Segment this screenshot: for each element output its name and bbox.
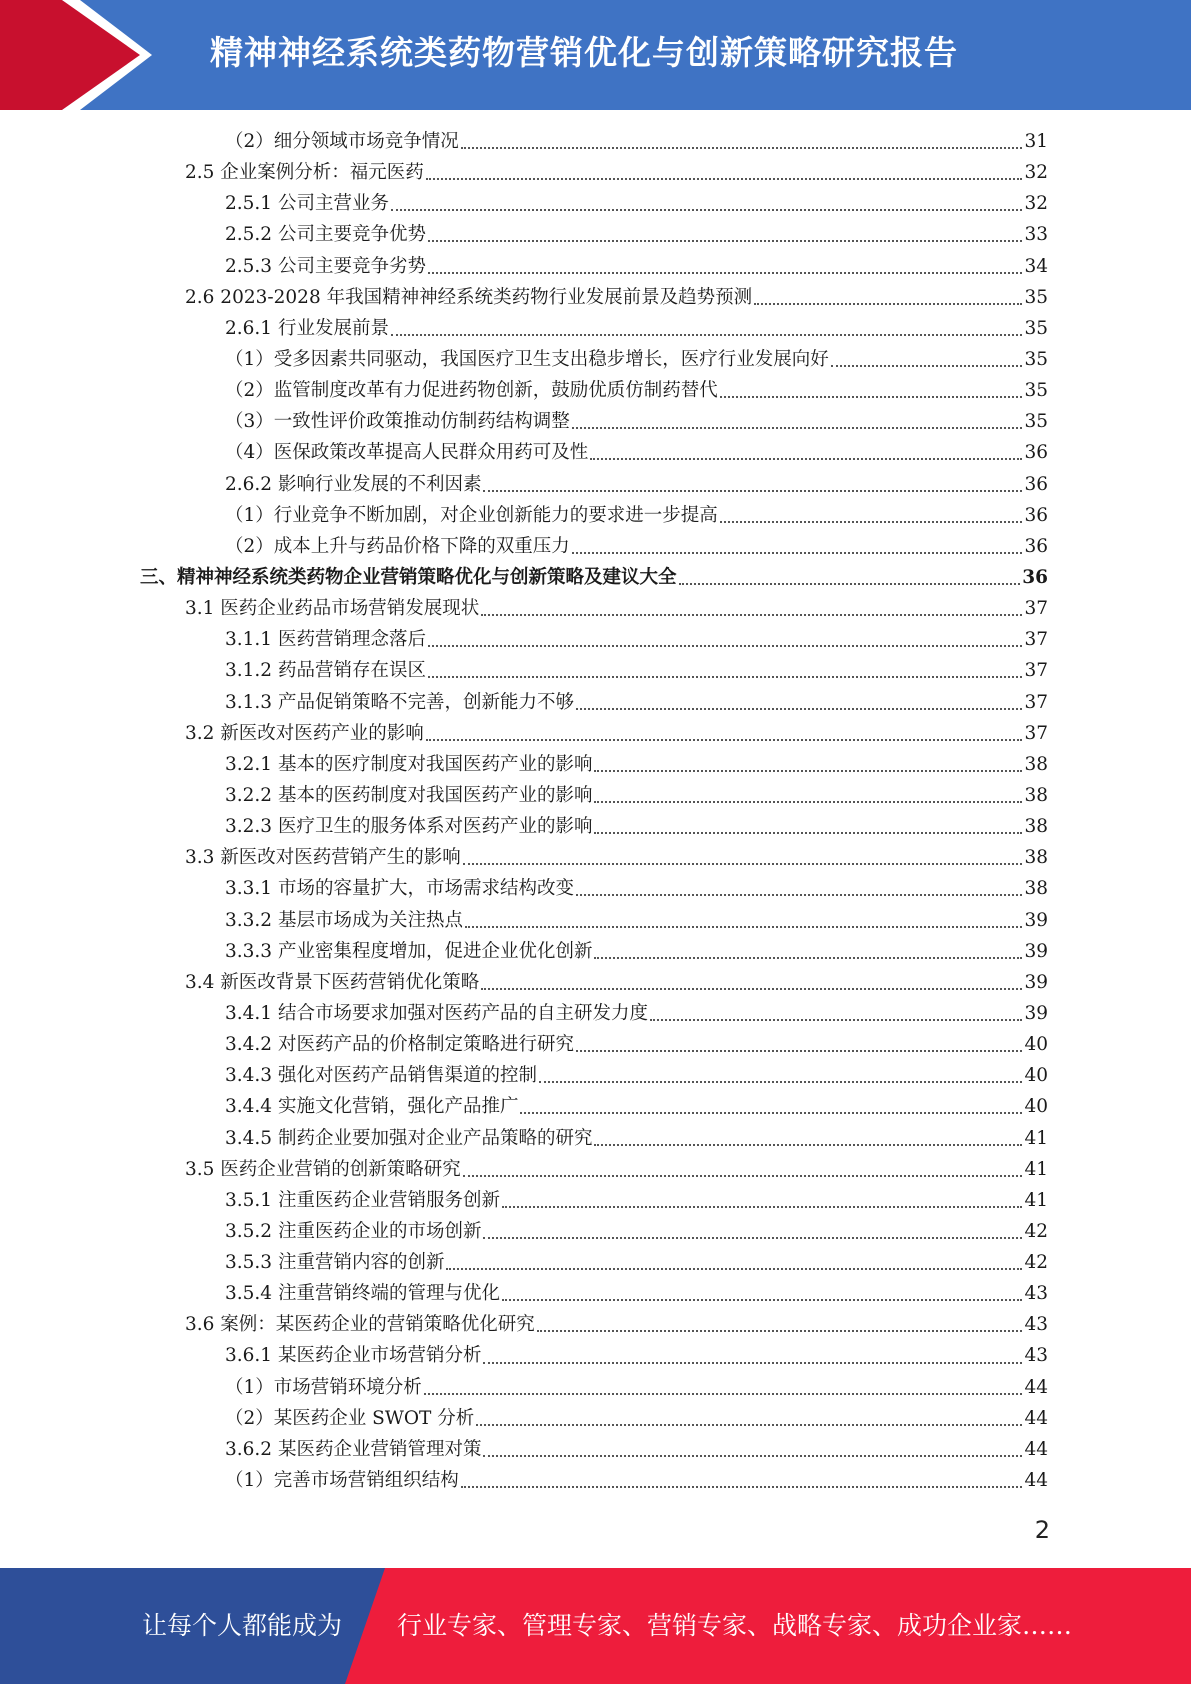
- toc-entry[interactable]: [140, 1434, 1048, 1465]
- toc-dot-leader: [502, 1298, 1022, 1301]
- header-red-arrow: [0, 0, 150, 110]
- toc-entry[interactable]: [140, 1372, 1048, 1403]
- toc-entry-title: 3.1 医药企业药品市场营销发展现状: [185, 598, 480, 620]
- toc-entry[interactable]: [140, 624, 1048, 655]
- table-of-contents: [140, 126, 1048, 1496]
- toc-entry-title: 3.6.1 某医药企业市场营销分析: [225, 1345, 482, 1367]
- toc-entry-page: 35: [1024, 286, 1048, 308]
- toc-entry-page: 44: [1024, 1376, 1048, 1398]
- toc-dot-leader: [520, 1111, 1022, 1114]
- toc-entry-title: （2）细分领域市场竞争情况: [225, 131, 459, 152]
- toc-entry-page: 39: [1024, 971, 1048, 993]
- toc-entry-title: 3.3.2 基层市场成为关注热点: [225, 909, 463, 931]
- toc-entry-page: 42: [1024, 1220, 1048, 1242]
- toc-dot-leader: [594, 1143, 1022, 1146]
- toc-dot-leader: [463, 862, 1023, 865]
- toc-entry[interactable]: [140, 500, 1048, 531]
- toc-entry[interactable]: [140, 313, 1048, 344]
- toc-dot-leader: [483, 1454, 1022, 1457]
- toc-entry-title: 3.2.3 医疗卫生的服务体系对医药产业的影响: [225, 816, 593, 838]
- toc-entry-page: 44: [1024, 1407, 1048, 1429]
- toc-entry-title: 3.1.1 医药营销理念落后: [225, 629, 426, 651]
- toc-dot-leader: [461, 1485, 1023, 1488]
- toc-dot-leader: [539, 1080, 1022, 1083]
- toc-entry-page: 31: [1024, 131, 1048, 152]
- toc-entry[interactable]: [140, 375, 1048, 406]
- toc-entry-page: 41: [1024, 1189, 1048, 1211]
- toc-entry-title: 3.4.1 结合市场要求加强对医药产品的自主研发力度: [225, 1002, 648, 1024]
- toc-entry-page: 40: [1024, 1065, 1048, 1087]
- toc-entry[interactable]: [140, 811, 1048, 842]
- toc-entry-page: 36: [1024, 442, 1048, 464]
- toc-entry-title: 2.5.3 公司主要竞争劣势: [225, 255, 426, 277]
- toc-entry-page: 39: [1024, 1002, 1048, 1024]
- toc-entry[interactable]: [140, 873, 1048, 904]
- report-title: 精神神经系统类药物营销优化与创新策略研究报告: [210, 33, 958, 72]
- toc-entry-title: 3.6.2 某医药企业营销管理对策: [225, 1438, 482, 1460]
- toc-entry[interactable]: [140, 1029, 1048, 1060]
- toc-entry-title: 3.1.3 产品促销策略不完善，创新能力不够: [225, 691, 574, 713]
- toc-entry-title: （4）医保政策改革提高人民群众用药可及性: [225, 442, 589, 464]
- footer-slogan: 让每个人都能成为: [142, 1611, 343, 1640]
- toc-entry-page: 40: [1024, 1096, 1048, 1118]
- toc-entry-title: 3.4.3 强化对医药产品销售渠道的控制: [225, 1065, 537, 1087]
- toc-dot-leader: [483, 1361, 1022, 1364]
- toc-entry[interactable]: [140, 282, 1048, 313]
- toc-entry[interactable]: [140, 469, 1048, 500]
- toc-entry-title: 3.3.1 市场的容量扩大，市场需求结构改变: [225, 878, 574, 900]
- toc-entry[interactable]: [140, 1060, 1048, 1091]
- toc-entry[interactable]: [140, 126, 1048, 157]
- toc-entry-title: 3.5.4 注重营销终端的管理与优化: [225, 1283, 500, 1305]
- toc-dot-leader: [594, 769, 1022, 772]
- toc-entry-title: （1）完善市场营销组织结构: [225, 1470, 459, 1492]
- toc-entry-title: 3.4.5 制药企业要加强对企业产品策略的研究: [225, 1127, 593, 1149]
- toc-entry-title: （3）一致性评价政策推动仿制药结构调整: [225, 411, 570, 433]
- page-footer: [0, 1568, 1191, 1684]
- toc-entry-title: （1）市场营销环境分析: [225, 1376, 422, 1398]
- toc-entry[interactable]: [140, 655, 1048, 686]
- toc-entry-title: 3.5.3 注重营销内容的创新: [225, 1252, 445, 1274]
- toc-entry-title: 2.6.1 行业发展前景: [225, 317, 389, 339]
- toc-entry-page: 36: [1024, 535, 1048, 557]
- toc-dot-leader: [720, 520, 1023, 523]
- footer-roles: 行业专家、管理专家、营销专家、战略专家、成功企业家……: [397, 1611, 1073, 1640]
- toc-entry-page: 36: [1024, 504, 1048, 526]
- toc-entry-page: 37: [1024, 629, 1048, 651]
- toc-dot-leader: [720, 395, 1023, 398]
- toc-entry-page: 37: [1024, 722, 1048, 744]
- toc-entry-title: （2）某医药企业 SWOT 分析: [225, 1407, 475, 1429]
- toc-entry-title: （2）监管制度改革有力促进药物创新，鼓励优质仿制药替代: [225, 380, 718, 402]
- toc-entry-page: 43: [1024, 1314, 1048, 1336]
- toc-entry[interactable]: [140, 1278, 1048, 1309]
- toc-dot-leader: [576, 707, 1022, 710]
- toc-dot-leader: [461, 146, 1023, 149]
- toc-dot-leader: [572, 426, 1023, 429]
- toc-entry[interactable]: [140, 1154, 1048, 1185]
- toc-entry-page: 35: [1024, 348, 1048, 370]
- toc-entry[interactable]: [140, 1091, 1048, 1122]
- toc-entry-page: 38: [1024, 784, 1048, 806]
- toc-dot-leader: [679, 582, 1021, 585]
- toc-dot-leader: [428, 239, 1022, 242]
- toc-dot-leader: [428, 644, 1022, 647]
- toc-dot-leader: [537, 1329, 1023, 1332]
- toc-entry-title: 3.4 新医改背景下医药营销优化策略: [185, 971, 480, 993]
- toc-entry[interactable]: [140, 842, 1048, 873]
- toc-entry[interactable]: [140, 1247, 1048, 1278]
- toc-entry-title: 3.5.1 注重医药企业营销服务创新: [225, 1189, 500, 1211]
- toc-entry-page: 32: [1024, 162, 1048, 184]
- toc-entry-title: 3.3.3 产业密集程度增加，促进企业优化创新: [225, 940, 593, 962]
- toc-entry-page: 43: [1024, 1283, 1048, 1305]
- toc-entry[interactable]: [140, 967, 1048, 998]
- toc-entry-title: （2）成本上升与药品价格下降的双重压力: [225, 535, 570, 557]
- toc-entry[interactable]: [140, 562, 1048, 593]
- toc-entry-page: 38: [1024, 753, 1048, 775]
- toc-dot-leader: [481, 613, 1022, 616]
- toc-dot-leader: [590, 457, 1022, 460]
- toc-dot-leader: [594, 800, 1022, 803]
- toc-entry-page: 40: [1024, 1034, 1048, 1056]
- toc-entry[interactable]: [140, 998, 1048, 1029]
- toc-entry-title: 3.2.1 基本的医疗制度对我国医药产业的影响: [225, 753, 593, 775]
- toc-entry-title: 3.1.2 药品营销存在误区: [225, 660, 426, 682]
- toc-entry-page: 35: [1024, 317, 1048, 339]
- toc-entry-page: 39: [1024, 940, 1048, 962]
- toc-dot-leader: [576, 1049, 1022, 1052]
- toc-entry[interactable]: [140, 1123, 1048, 1154]
- toc-dot-leader: [428, 675, 1022, 678]
- toc-entry-page: 44: [1024, 1470, 1048, 1492]
- toc-entry[interactable]: [140, 344, 1048, 375]
- toc-entry[interactable]: [140, 780, 1048, 811]
- toc-entry[interactable]: [140, 1309, 1048, 1340]
- toc-entry[interactable]: [140, 593, 1048, 624]
- toc-dot-leader: [426, 738, 1023, 741]
- toc-dot-leader: [483, 489, 1022, 492]
- toc-entry-page: 36: [1024, 473, 1048, 495]
- toc-entry-page: 32: [1024, 193, 1048, 215]
- toc-dot-leader: [576, 893, 1022, 896]
- toc-dot-leader: [465, 925, 1022, 928]
- toc-dot-leader: [754, 302, 1022, 305]
- toc-dot-leader: [391, 333, 1022, 336]
- toc-entry-title: 3.5.2 注重医药企业的市场创新: [225, 1220, 482, 1242]
- toc-dot-leader: [424, 1392, 1023, 1395]
- toc-entry-title: 2.5.1 公司主营业务: [225, 193, 389, 215]
- toc-dot-leader: [650, 1018, 1022, 1021]
- toc-dot-leader: [446, 1267, 1022, 1270]
- toc-entry-page: 37: [1024, 691, 1048, 713]
- toc-entry[interactable]: [140, 936, 1048, 967]
- toc-entry-title: 3.2 新医改对医药产业的影响: [185, 722, 424, 744]
- toc-entry[interactable]: [140, 531, 1048, 562]
- toc-dot-leader: [426, 177, 1023, 180]
- toc-entry-title: 2.5.2 公司主要竞争优势: [225, 224, 426, 246]
- toc-entry-page: 44: [1024, 1438, 1048, 1460]
- toc-entry-page: 41: [1024, 1127, 1048, 1149]
- toc-entry[interactable]: [140, 1340, 1048, 1371]
- toc-entry-title: 3.5 医药企业营销的创新策略研究: [185, 1158, 461, 1180]
- toc-entry-page: 38: [1024, 878, 1048, 900]
- toc-entry[interactable]: [140, 188, 1048, 219]
- toc-dot-leader: [391, 208, 1022, 211]
- toc-dot-leader: [594, 956, 1022, 959]
- toc-entry[interactable]: [140, 1465, 1048, 1496]
- toc-entry-page: 39: [1024, 909, 1048, 931]
- toc-entry-title: 2.6.2 影响行业发展的不利因素: [225, 473, 482, 495]
- toc-entry-page: 42: [1024, 1252, 1048, 1274]
- toc-entry-page: 35: [1024, 380, 1048, 402]
- toc-entry[interactable]: [140, 437, 1048, 468]
- toc-entry[interactable]: [140, 219, 1048, 250]
- toc-entry-page: 37: [1024, 598, 1048, 620]
- toc-entry[interactable]: [140, 1216, 1048, 1247]
- toc-entry-title: （1）行业竞争不断加剧，对企业创新能力的要求进一步提高: [225, 504, 718, 526]
- toc-entry-page: 43: [1024, 1345, 1048, 1367]
- toc-dot-leader: [463, 1174, 1023, 1177]
- toc-entry-title: 三、精神神经系统类药物企业营销策略优化与创新策略及建议大全: [140, 566, 677, 588]
- toc-entry[interactable]: [140, 718, 1048, 749]
- toc-entry-title: 3.4.4 实施文化营销，强化产品推广: [225, 1096, 519, 1118]
- toc-entry[interactable]: [140, 687, 1048, 718]
- toc-entry-title: 3.3 新医改对医药营销产生的影响: [185, 847, 461, 869]
- toc-dot-leader: [831, 364, 1023, 367]
- toc-entry-page: 38: [1024, 816, 1048, 838]
- toc-entry-page: 36: [1022, 566, 1048, 588]
- toc-entry-title: 2.6 2023-2028 年我国精神神经系统类药物行业发展前景及趋势预测: [185, 286, 753, 308]
- toc-entry[interactable]: [140, 157, 1048, 188]
- toc-entry-page: 41: [1024, 1158, 1048, 1180]
- toc-entry-title: （1）受多因素共同驱动，我国医疗卫生支出稳步增长，医疗行业发展向好: [225, 348, 829, 370]
- toc-entry-title: 3.2.2 基本的医药制度对我国医药产业的影响: [225, 784, 593, 806]
- toc-dot-leader: [481, 987, 1022, 990]
- toc-entry-title: 2.5 企业案例分析：福元医药: [185, 162, 424, 184]
- toc-entry[interactable]: [140, 749, 1048, 780]
- toc-entry-page: 35: [1024, 411, 1048, 433]
- toc-entry-title: 3.6 案例：某医药企业的营销策略优化研究: [185, 1314, 535, 1336]
- toc-dot-leader: [572, 551, 1023, 554]
- toc-dot-leader: [594, 831, 1022, 834]
- toc-dot-leader: [483, 1236, 1022, 1239]
- toc-entry-title: 3.4.2 对医药产品的价格制定策略进行研究: [225, 1034, 574, 1056]
- toc-entry-page: 37: [1024, 660, 1048, 682]
- page-header: [0, 0, 1191, 110]
- toc-entry-page: 34: [1024, 255, 1048, 277]
- toc-entry[interactable]: [140, 1403, 1048, 1434]
- toc-dot-leader: [476, 1423, 1022, 1426]
- page-number: 2: [1034, 1516, 1050, 1544]
- toc-entry-page: 33: [1024, 224, 1048, 246]
- toc-entry[interactable]: [140, 406, 1048, 437]
- toc-entry-page: 38: [1024, 847, 1048, 869]
- toc-entry[interactable]: [140, 905, 1048, 936]
- toc-entry[interactable]: [140, 251, 1048, 282]
- toc-dot-leader: [428, 271, 1022, 274]
- toc-entry[interactable]: [140, 1185, 1048, 1216]
- toc-dot-leader: [502, 1205, 1022, 1208]
